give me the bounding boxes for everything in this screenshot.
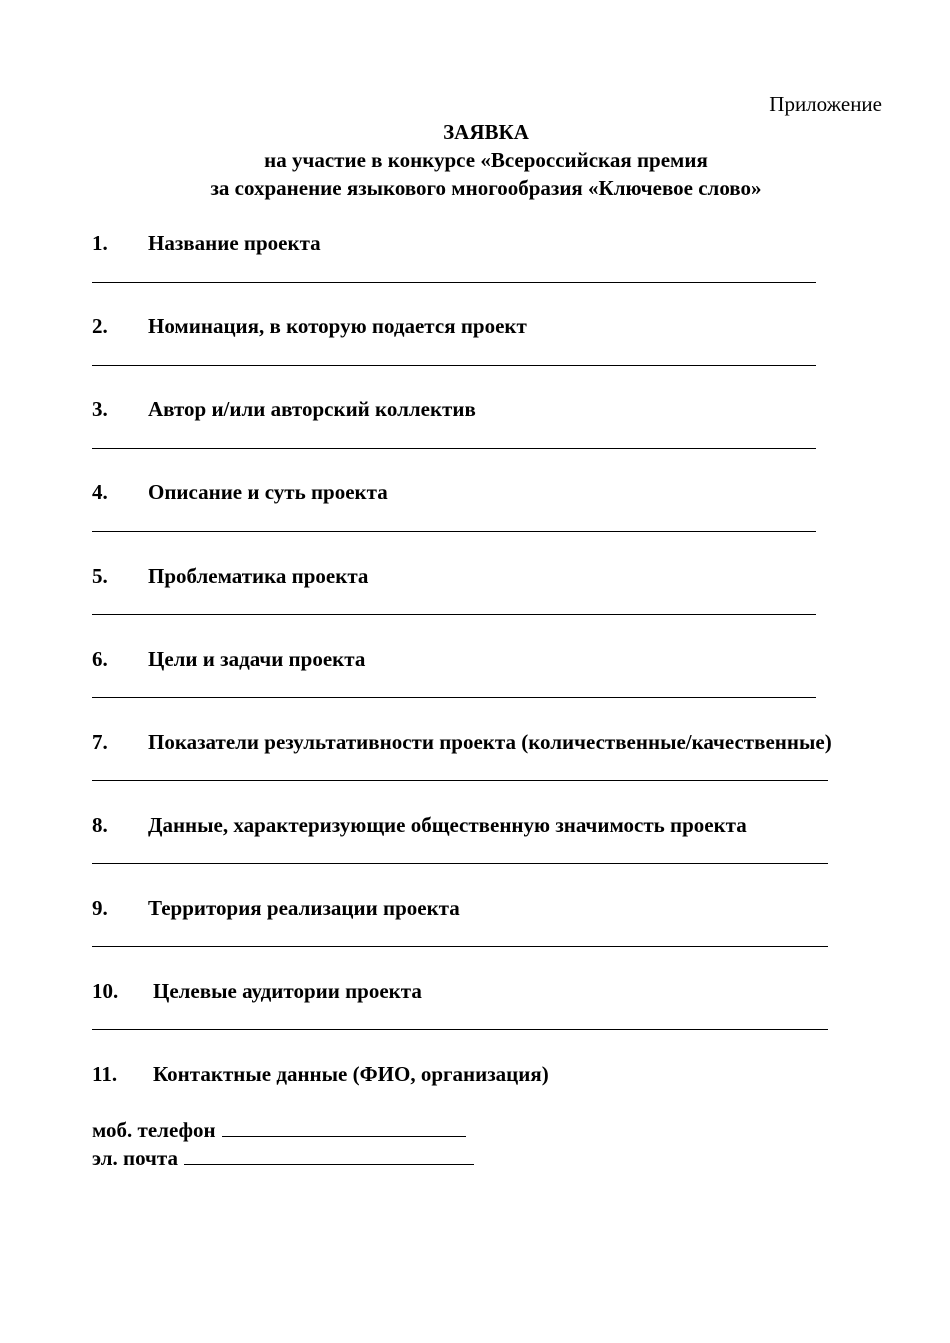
item-social-significance [92, 813, 747, 838]
item-performance-indicators [92, 730, 832, 755]
answer-line-8[interactable] [92, 863, 828, 864]
item-territory [92, 896, 460, 921]
item-label: Номинация, в которую подается проект [148, 314, 527, 338]
item-problems [92, 564, 368, 589]
item-number: 5. [92, 564, 108, 588]
item-label: Название проекта [148, 231, 321, 255]
answer-line-10[interactable] [92, 1029, 828, 1030]
item-number: 9. [92, 896, 108, 920]
answer-line-5[interactable] [92, 614, 816, 615]
item-number: 3. [92, 397, 108, 421]
answer-line-6[interactable] [92, 697, 816, 698]
item-contacts [92, 1062, 549, 1087]
item-label: Целевые аудитории проекта [153, 979, 422, 1003]
item-label: Контактные данные (ФИО, организация) [153, 1062, 549, 1086]
answer-line-3[interactable] [92, 448, 816, 449]
email-label: эл. почта [92, 1146, 178, 1170]
item-number: 7. [92, 730, 108, 754]
item-goals [92, 647, 365, 672]
item-nomination [92, 314, 527, 339]
item-number: 1. [92, 231, 108, 255]
item-number: 4. [92, 480, 108, 504]
item-authors [92, 397, 476, 422]
answer-line-7[interactable] [92, 780, 828, 781]
answer-line-9[interactable] [92, 946, 828, 947]
item-number: 8. [92, 813, 108, 837]
phone-row [92, 1118, 466, 1143]
appendix-label: Приложение [769, 92, 882, 116]
item-label: Автор и/или авторский коллектив [148, 397, 476, 421]
item-number: 2. [92, 314, 108, 338]
form-subtitle-line-2: за сохранение языкового многообразия «Ключевое слово» [210, 176, 762, 200]
item-number: 6. [92, 647, 108, 671]
item-label: Описание и суть проекта [148, 480, 388, 504]
item-target-audience [92, 979, 422, 1004]
answer-line-1[interactable] [92, 282, 816, 283]
phone-label: моб. телефон [92, 1118, 216, 1142]
email-field[interactable] [184, 1146, 474, 1165]
answer-line-4[interactable] [92, 531, 816, 532]
item-number: 10. [92, 979, 119, 1003]
form-title: ЗАЯВКА [443, 120, 529, 144]
form-subtitle-line-1: на участие в конкурсе «Всероссийская премия [264, 148, 708, 172]
email-row [92, 1146, 474, 1171]
item-label: Территория реализации проекта [148, 896, 460, 920]
item-project-name [92, 231, 321, 256]
item-label: Данные, характеризующие общественную значимость проекта [148, 813, 747, 837]
item-number: 11. [92, 1062, 118, 1086]
phone-field[interactable] [222, 1118, 466, 1137]
item-description [92, 480, 388, 505]
answer-line-2[interactable] [92, 365, 816, 366]
item-label: Проблематика проекта [148, 564, 369, 588]
item-label: Цели и задачи проекта [148, 647, 366, 671]
item-label: Показатели результативности проекта (количественные/качественные) [148, 730, 832, 754]
